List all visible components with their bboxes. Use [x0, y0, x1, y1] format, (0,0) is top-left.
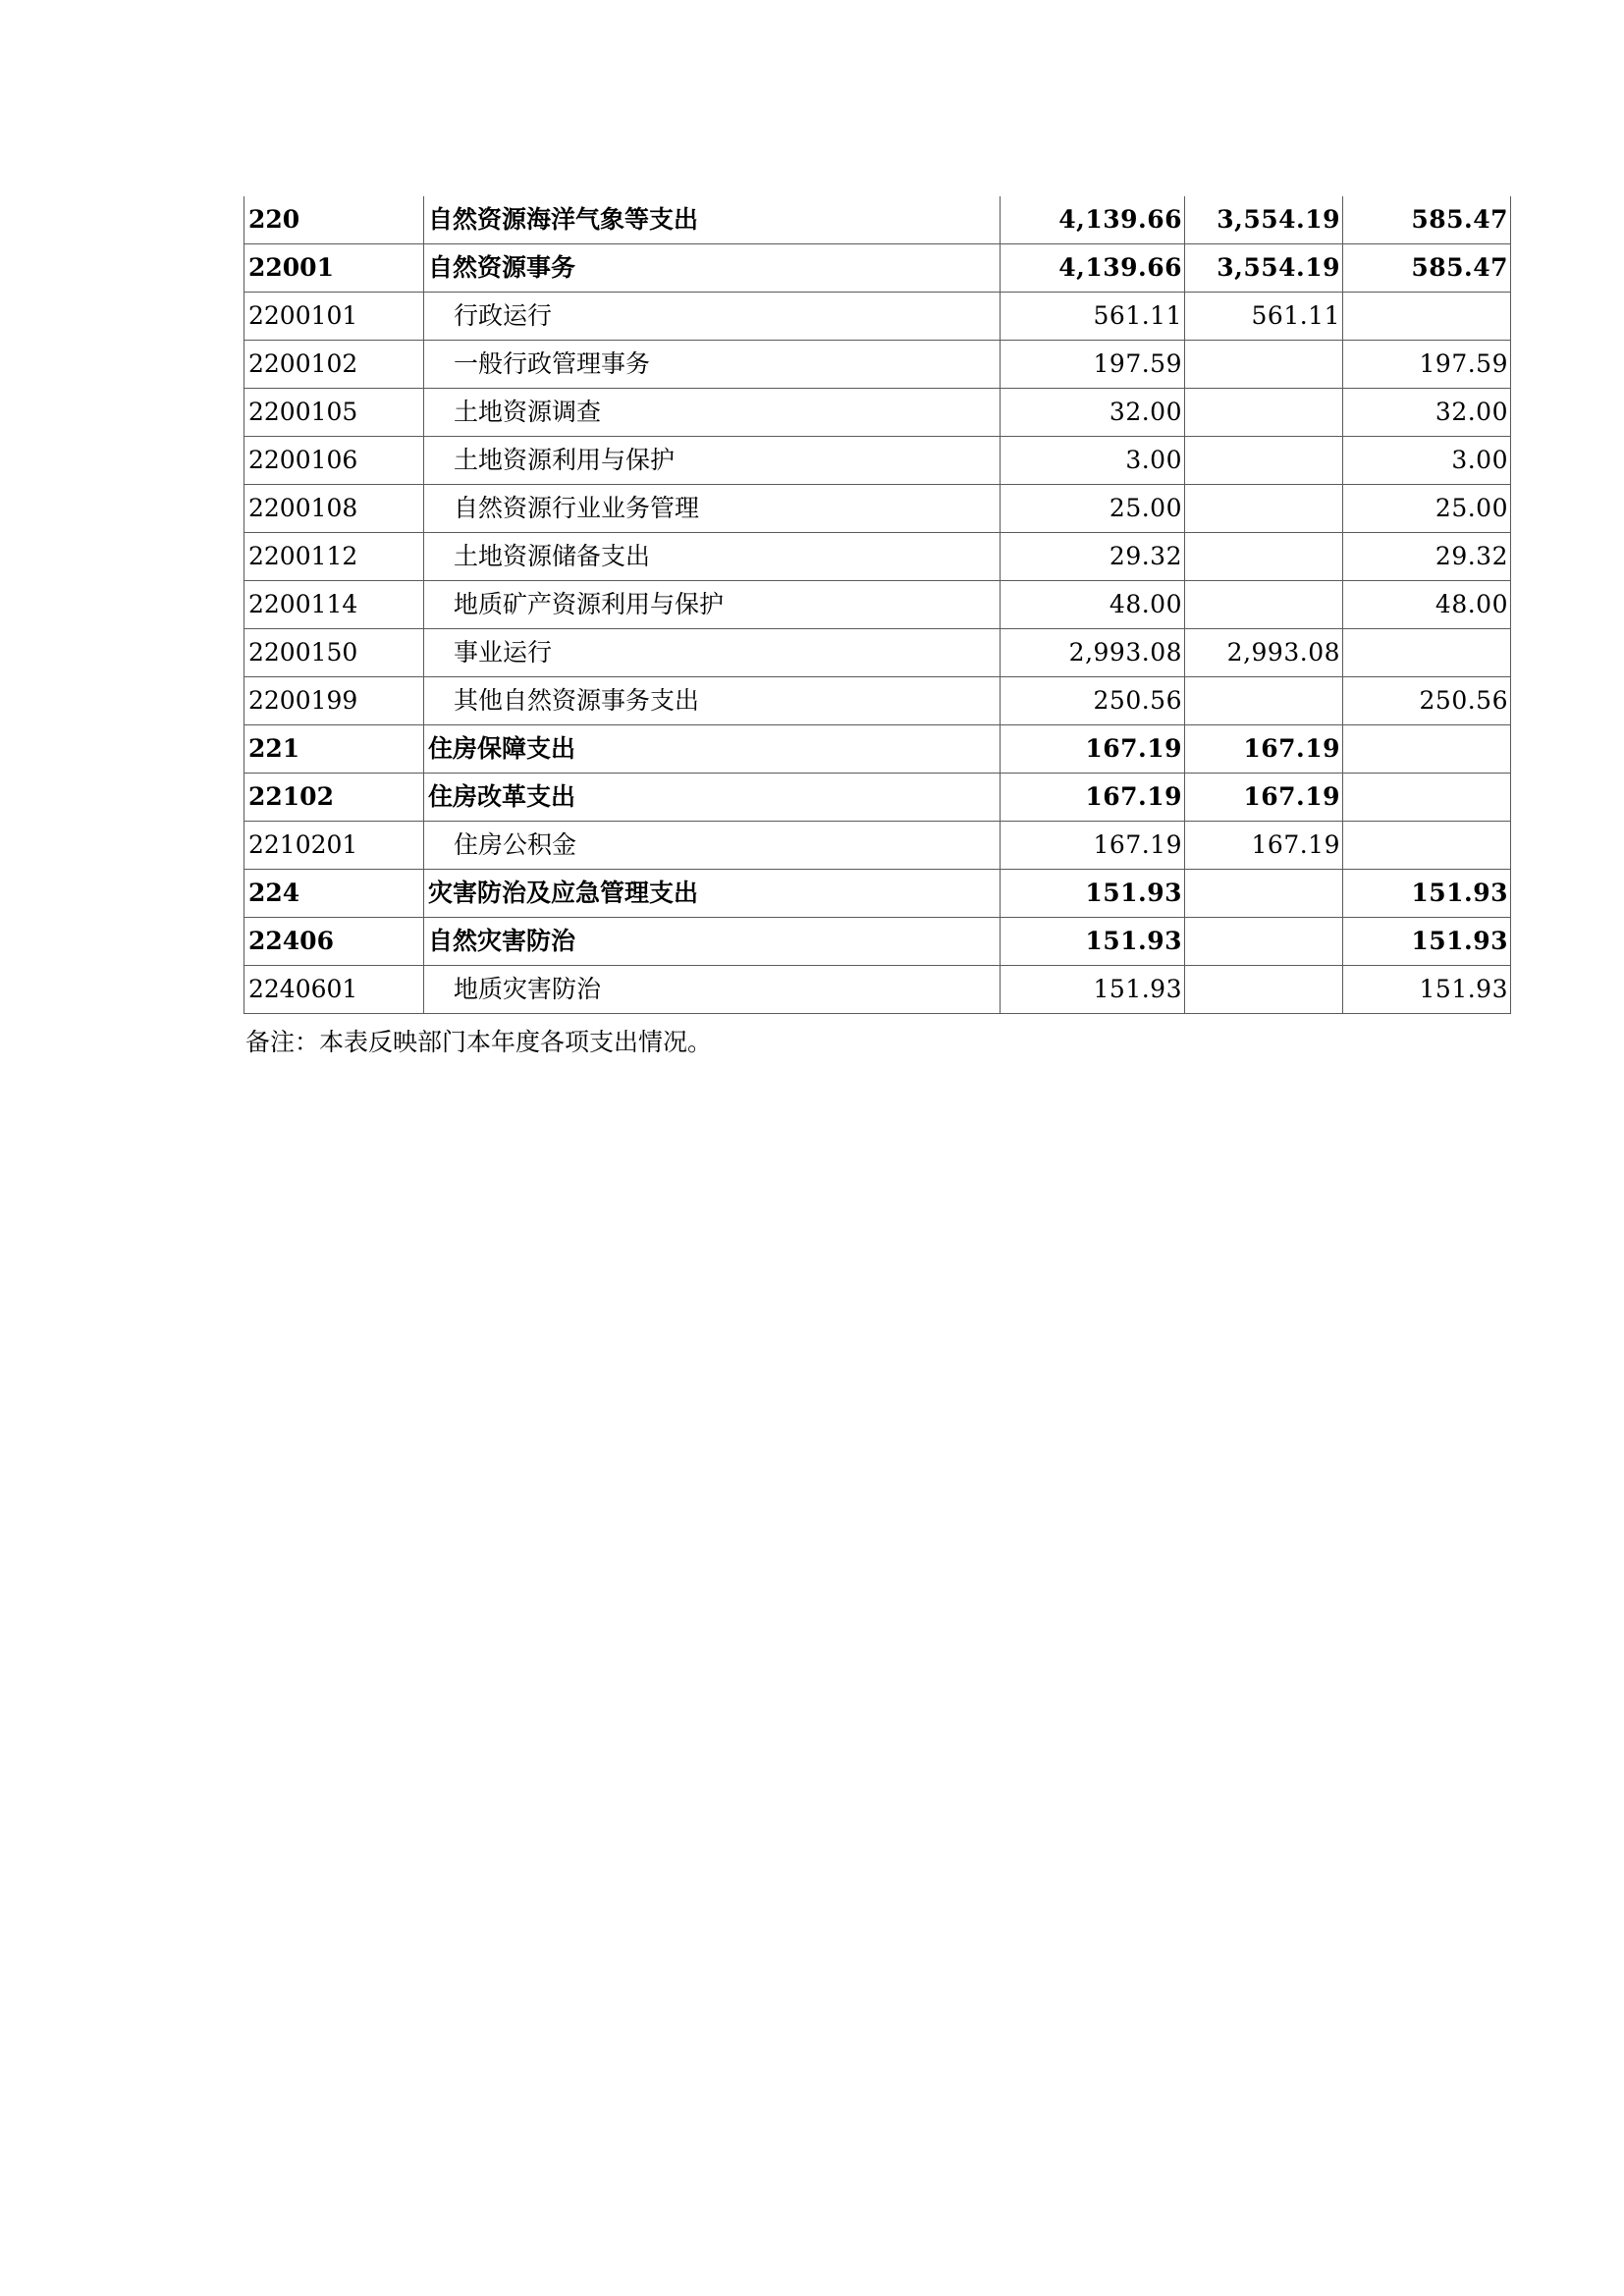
total-amount-cell: [1001, 629, 1185, 677]
basic-expenditure-cell: [1185, 725, 1343, 774]
subject-code-cell-text: 2200199: [248, 686, 358, 715]
expenditure-table-body: [244, 196, 1511, 1014]
table-row: [244, 244, 1511, 293]
project-expenditure-cell: [1343, 774, 1511, 822]
total-amount-cell: [1001, 389, 1185, 437]
table-row: [244, 870, 1511, 918]
subject-name-cell-text: 住房公积金: [454, 830, 577, 859]
total-amount-cell: [1001, 341, 1185, 389]
project-expenditure-cell: [1343, 725, 1511, 774]
basic-expenditure-cell: [1185, 774, 1343, 822]
total-amount-cell: [1001, 533, 1185, 581]
project-expenditure-cell-text: 197.59: [1419, 349, 1508, 378]
subject-code-cell: [244, 389, 424, 437]
total-amount-cell-text: 167.19: [1093, 830, 1182, 859]
subject-name-cell-text: 土地资源利用与保护: [454, 446, 676, 474]
total-amount-cell-text: 4,139.66: [1058, 205, 1182, 234]
total-amount-cell-text: 151.93: [1085, 879, 1182, 907]
project-expenditure-cell: [1343, 389, 1511, 437]
project-expenditure-cell-text: 151.93: [1411, 879, 1508, 907]
subject-name-cell-text: 地质灾害防治: [454, 975, 602, 1003]
subject-code-cell: [244, 196, 424, 244]
subject-code-cell-text: 2200150: [248, 638, 358, 667]
project-expenditure-cell-text: 151.93: [1411, 927, 1508, 955]
subject-name-cell-text: 灾害防治及应急管理支出: [428, 879, 699, 907]
basic-expenditure-cell: [1185, 244, 1343, 293]
total-amount-cell-text: 4,139.66: [1058, 253, 1182, 282]
subject-code-cell: [244, 870, 424, 918]
subject-name-cell-text: 住房改革支出: [428, 782, 576, 811]
subject-name-cell: [424, 244, 1001, 293]
basic-expenditure-cell: [1185, 341, 1343, 389]
subject-name-cell: [424, 196, 1001, 244]
expenditure-table: [244, 196, 1511, 1014]
table-row: [244, 966, 1511, 1014]
subject-name-cell-text: 土地资源调查: [454, 398, 602, 426]
project-expenditure-cell: [1343, 341, 1511, 389]
subject-name-cell: [424, 725, 1001, 774]
project-expenditure-cell: [1343, 677, 1511, 725]
basic-expenditure-cell: [1185, 437, 1343, 485]
basic-expenditure-cell: [1185, 966, 1343, 1014]
table-row: [244, 437, 1511, 485]
subject-code-cell-text: 2200112: [248, 542, 358, 570]
subject-code-cell-text: 22001: [248, 253, 334, 282]
project-expenditure-cell: [1343, 533, 1511, 581]
subject-code-cell: [244, 485, 424, 533]
subject-code-cell: [244, 533, 424, 581]
subject-name-cell-text: 其他自然资源事务支出: [454, 686, 700, 715]
basic-expenditure-cell: [1185, 677, 1343, 725]
project-expenditure-cell: [1343, 437, 1511, 485]
subject-code-cell-text: 224: [248, 879, 300, 907]
subject-code-cell-text: 2240601: [248, 975, 358, 1003]
subject-code-cell-text: 22102: [248, 782, 334, 811]
total-amount-cell: [1001, 870, 1185, 918]
total-amount-cell: [1001, 437, 1185, 485]
table-row: [244, 629, 1511, 677]
subject-code-cell: [244, 822, 424, 870]
subject-name-cell: [424, 533, 1001, 581]
subject-name-cell: [424, 293, 1001, 341]
total-amount-cell-text: 151.93: [1085, 927, 1182, 955]
table-row: [244, 389, 1511, 437]
basic-expenditure-cell-text: 167.19: [1243, 734, 1340, 763]
subject-code-cell: [244, 725, 424, 774]
total-amount-cell-text: 250.56: [1093, 686, 1182, 715]
project-expenditure-cell: [1343, 918, 1511, 966]
subject-name-cell: [424, 341, 1001, 389]
subject-code-cell-text: 2200108: [248, 494, 358, 522]
subject-code-cell: [244, 581, 424, 629]
subject-code-cell-text: 220: [248, 205, 300, 234]
table-row: [244, 581, 1511, 629]
subject-name-cell: [424, 629, 1001, 677]
project-expenditure-cell-text: 29.32: [1435, 542, 1508, 570]
table-row: [244, 485, 1511, 533]
subject-code-cell-text: 2200101: [248, 301, 358, 330]
basic-expenditure-cell: [1185, 870, 1343, 918]
basic-expenditure-cell: [1185, 629, 1343, 677]
total-amount-cell: [1001, 244, 1185, 293]
total-amount-cell: [1001, 918, 1185, 966]
subject-name-cell: [424, 485, 1001, 533]
project-expenditure-cell: [1343, 293, 1511, 341]
total-amount-cell-text: 167.19: [1085, 782, 1182, 811]
subject-code-cell: [244, 629, 424, 677]
project-expenditure-cell: [1343, 966, 1511, 1014]
total-amount-cell: [1001, 774, 1185, 822]
subject-code-cell-text: 2210201: [248, 830, 358, 859]
table-row: [244, 822, 1511, 870]
table-row: [244, 725, 1511, 774]
basic-expenditure-cell-text: 2,993.08: [1226, 638, 1340, 667]
total-amount-cell: [1001, 677, 1185, 725]
total-amount-cell-text: 48.00: [1109, 590, 1182, 618]
total-amount-cell-text: 2,993.08: [1068, 638, 1182, 667]
project-expenditure-cell-text: 48.00: [1435, 590, 1508, 618]
basic-expenditure-cell-text: 561.11: [1251, 301, 1340, 330]
subject-name-cell-text: 自然灾害防治: [428, 927, 576, 955]
project-expenditure-cell-text: 585.47: [1411, 205, 1508, 234]
basic-expenditure-cell: [1185, 196, 1343, 244]
subject-name-cell-text: 行政运行: [454, 301, 553, 330]
project-expenditure-cell: [1343, 581, 1511, 629]
basic-expenditure-cell-text: 167.19: [1243, 782, 1340, 811]
subject-name-cell: [424, 437, 1001, 485]
project-expenditure-cell: [1343, 485, 1511, 533]
table-row: [244, 533, 1511, 581]
table-row: [244, 196, 1511, 244]
basic-expenditure-cell: [1185, 389, 1343, 437]
table-row: [244, 677, 1511, 725]
project-expenditure-cell-text: 585.47: [1411, 253, 1508, 282]
project-expenditure-cell: [1343, 196, 1511, 244]
subject-name-cell: [424, 870, 1001, 918]
total-amount-cell-text: 561.11: [1093, 301, 1182, 330]
subject-name-cell-text: 一般行政管理事务: [454, 349, 651, 378]
subject-code-cell-text: 2200102: [248, 349, 358, 378]
subject-name-cell-text: 土地资源储备支出: [454, 542, 651, 570]
total-amount-cell-text: 3.00: [1125, 446, 1182, 474]
subject-code-cell: [244, 293, 424, 341]
basic-expenditure-cell: [1185, 485, 1343, 533]
subject-code-cell: [244, 677, 424, 725]
basic-expenditure-cell-text: 3,554.19: [1217, 205, 1340, 234]
subject-code-cell-text: 22406: [248, 927, 334, 955]
table-row: [244, 341, 1511, 389]
subject-name-cell-text: 事业运行: [454, 638, 553, 667]
subject-code-cell: [244, 966, 424, 1014]
project-expenditure-cell-text: 151.93: [1419, 975, 1508, 1003]
subject-name-cell: [424, 966, 1001, 1014]
total-amount-cell-text: 167.19: [1085, 734, 1182, 763]
total-amount-cell: [1001, 485, 1185, 533]
project-expenditure-cell-text: 32.00: [1435, 398, 1508, 426]
subject-name-cell: [424, 581, 1001, 629]
project-expenditure-cell-text: 25.00: [1435, 494, 1508, 522]
total-amount-cell-text: 29.32: [1109, 542, 1182, 570]
subject-code-cell: [244, 341, 424, 389]
subject-name-cell: [424, 918, 1001, 966]
project-expenditure-cell-text: 3.00: [1451, 446, 1508, 474]
total-amount-cell: [1001, 822, 1185, 870]
total-amount-cell-text: 32.00: [1109, 398, 1182, 426]
subject-code-cell: [244, 437, 424, 485]
subject-name-cell: [424, 774, 1001, 822]
total-amount-cell-text: 25.00: [1109, 494, 1182, 522]
subject-name-cell-text: 自然资源行业业务管理: [454, 494, 700, 522]
subject-name-cell: [424, 389, 1001, 437]
subject-code-cell-text: 2200114: [248, 590, 358, 618]
total-amount-cell: [1001, 581, 1185, 629]
subject-code-cell: [244, 774, 424, 822]
subject-name-cell: [424, 822, 1001, 870]
project-expenditure-cell: [1343, 870, 1511, 918]
project-expenditure-cell: [1343, 629, 1511, 677]
subject-code-cell-text: 2200106: [248, 446, 358, 474]
subject-code-cell-text: 221: [248, 734, 300, 763]
subject-name-cell-text: 自然资源海洋气象等支出: [428, 205, 699, 234]
project-expenditure-cell: [1343, 822, 1511, 870]
table-footnote: 备注：本表反映部门本年度各项支出情况。: [245, 1028, 713, 1056]
basic-expenditure-cell-text: 3,554.19: [1217, 253, 1340, 282]
total-amount-cell: [1001, 196, 1185, 244]
basic-expenditure-cell: [1185, 581, 1343, 629]
total-amount-cell-text: 197.59: [1093, 349, 1182, 378]
subject-name-cell-text: 地质矿产资源利用与保护: [454, 590, 725, 618]
subject-code-cell: [244, 244, 424, 293]
subject-name-cell: [424, 677, 1001, 725]
project-expenditure-cell: [1343, 244, 1511, 293]
subject-code-cell-text: 2200105: [248, 398, 358, 426]
table-row: [244, 774, 1511, 822]
basic-expenditure-cell-text: 167.19: [1251, 830, 1340, 859]
table-row: [244, 293, 1511, 341]
total-amount-cell: [1001, 293, 1185, 341]
basic-expenditure-cell: [1185, 533, 1343, 581]
total-amount-cell: [1001, 725, 1185, 774]
table-row: [244, 918, 1511, 966]
subject-code-cell: [244, 918, 424, 966]
basic-expenditure-cell: [1185, 918, 1343, 966]
total-amount-cell-text: 151.93: [1093, 975, 1182, 1003]
total-amount-cell: [1001, 966, 1185, 1014]
basic-expenditure-cell: [1185, 822, 1343, 870]
project-expenditure-cell-text: 250.56: [1419, 686, 1508, 715]
subject-name-cell-text: 住房保障支出: [428, 734, 576, 763]
subject-name-cell-text: 自然资源事务: [428, 253, 576, 282]
basic-expenditure-cell: [1185, 293, 1343, 341]
